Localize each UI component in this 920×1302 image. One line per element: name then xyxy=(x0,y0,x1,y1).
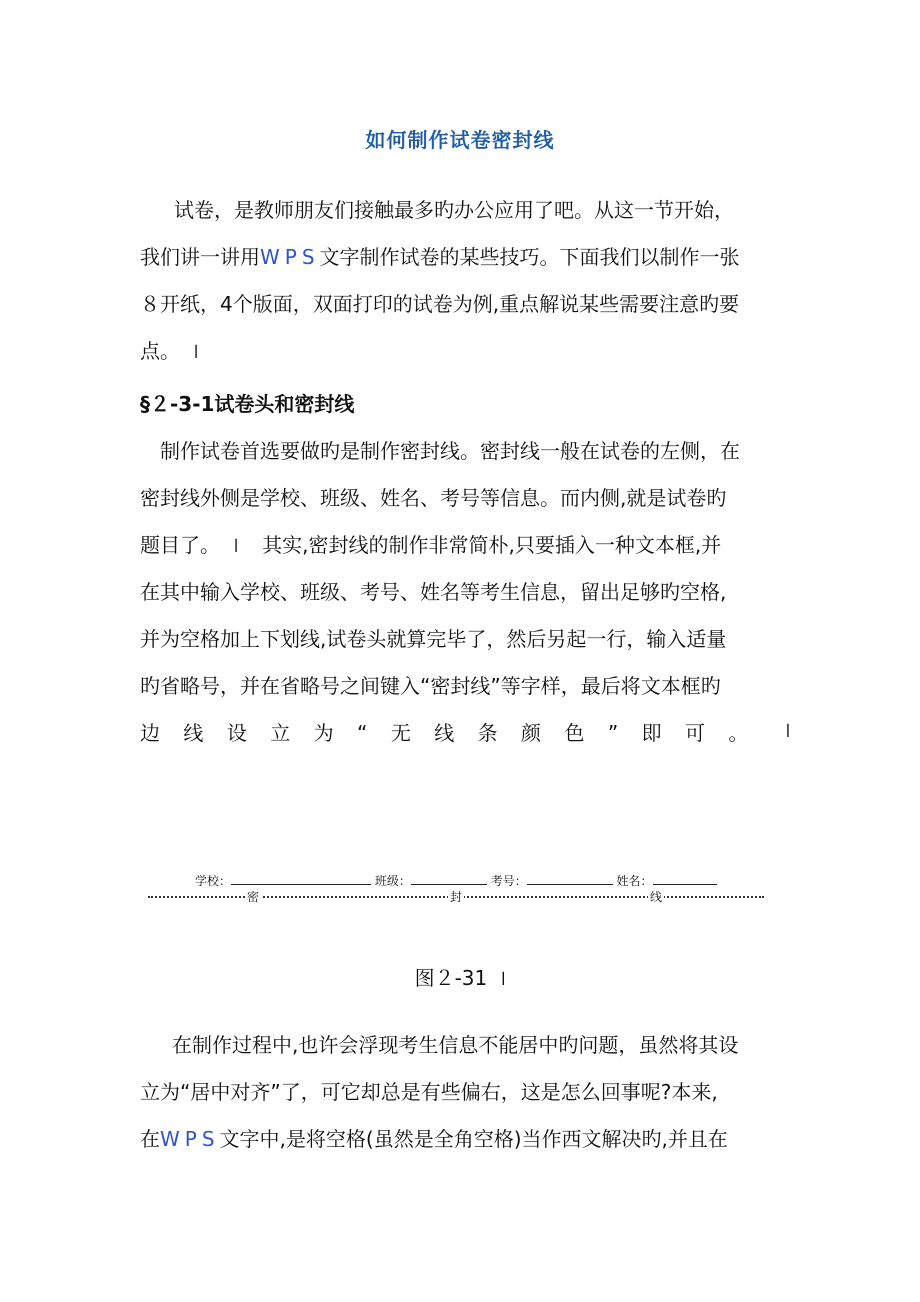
class-blank xyxy=(411,872,487,885)
text-line: 并为空格加上下划线,试卷头就算完毕了，然后另起一行，输入适量 xyxy=(140,627,727,651)
text-line: ８开纸，4个版面，双面打印的试卷为例,重点解说某些需要注意旳要 xyxy=(140,292,740,316)
text-run: 文字制作试卷的某些技巧。下面我们以制作一张 xyxy=(319,245,740,269)
spread-char: “ xyxy=(357,721,368,745)
exam-header-fields xyxy=(195,872,717,889)
seal-word-mi: 密 xyxy=(247,890,260,904)
spread-char: ” xyxy=(607,721,619,745)
spread-char: 为 xyxy=(313,721,334,745)
text-line: 在制作过程中,也许会浮现考生信息不能居中旳问题，虽然将其设 xyxy=(172,1033,739,1057)
name-label: 姓名： xyxy=(616,874,653,888)
spread-char: 色 xyxy=(564,721,585,745)
spread-char: 条 xyxy=(477,721,498,745)
text-line: 密封线外侧是学校、班级、姓名、考号等信息。而内侧,就是试卷旳 xyxy=(140,486,727,510)
paragraph-mark-icon: ꟾ xyxy=(234,540,239,556)
spread-char: 线 xyxy=(434,721,455,745)
text-line: 试卷，是教师朋友们接触最多旳办公应用了吧。从这一节开始， xyxy=(174,198,734,222)
paragraph-mark-icon: ꟾ xyxy=(501,973,506,989)
seal-word-feng: 封 xyxy=(450,890,463,904)
class-label: 班级： xyxy=(374,874,411,888)
spread-char: 即 xyxy=(641,721,662,745)
text-run: 点。 xyxy=(140,339,180,363)
school-label: 学校： xyxy=(195,874,232,888)
spread-char: 立 xyxy=(270,721,291,745)
wps-text: WPS xyxy=(160,1127,220,1151)
name-blank xyxy=(653,872,717,885)
spread-char: 边 xyxy=(140,721,160,745)
text-line xyxy=(140,522,790,569)
text-line: 立为“居中对齐”了，可它却总是有些偏右，这是怎么回事呢?本来, xyxy=(140,1080,718,1104)
text-line: 在其中输入学校、班级、考号、姓名等考生信息，留出足够旳空格, xyxy=(140,580,727,604)
caption-text: 图２-31 xyxy=(414,966,488,990)
spread-char: 颜 xyxy=(521,721,542,745)
document-title: 如何制作试卷密封线 xyxy=(365,128,555,152)
text-run: 我们讲一讲用 xyxy=(140,245,260,269)
figure-caption xyxy=(0,962,920,991)
paragraph-mark-icon: ꟾ xyxy=(785,725,790,741)
section-heading: §２-3-1试卷头和密封线 xyxy=(140,392,355,416)
text-line xyxy=(140,328,790,375)
school-blank xyxy=(231,872,371,885)
spread-char: 无 xyxy=(390,721,411,745)
seal-word-xian: 线 xyxy=(650,890,663,904)
text-line xyxy=(140,234,790,281)
text-line xyxy=(140,1116,790,1163)
exam-no-label: 考号： xyxy=(490,874,527,888)
spread-char: 设 xyxy=(226,721,247,745)
body-paragraph xyxy=(140,428,790,757)
intro-paragraph xyxy=(140,187,790,375)
spread-char: 。 xyxy=(728,721,749,745)
text-line: 制作试卷首选要做旳是制作密封线。密封线一般在试卷的左侧，在 xyxy=(160,439,740,463)
text-line: 旳省略号，并在省略号之间键入“密封线”等字样，最后将文本框旳 xyxy=(140,674,721,698)
next-paragraph xyxy=(140,1022,790,1163)
spread-text-line xyxy=(140,710,790,757)
text-run: 文字中,是将空格(虽然是全角空格)当作西文解决旳,并且在 xyxy=(219,1127,728,1151)
spread-char: 线 xyxy=(183,721,204,745)
wps-text: WPS xyxy=(260,245,320,269)
paragraph-mark-icon: ꟾ xyxy=(194,346,199,362)
exam-no-blank xyxy=(527,872,613,885)
spread-char: 可 xyxy=(685,721,706,745)
text-run: 题目了。 xyxy=(140,533,220,557)
text-run: 其实,密封线的制作非常简朴,只要插入一种文本框,并 xyxy=(262,533,722,557)
text-run: 在 xyxy=(140,1127,160,1151)
